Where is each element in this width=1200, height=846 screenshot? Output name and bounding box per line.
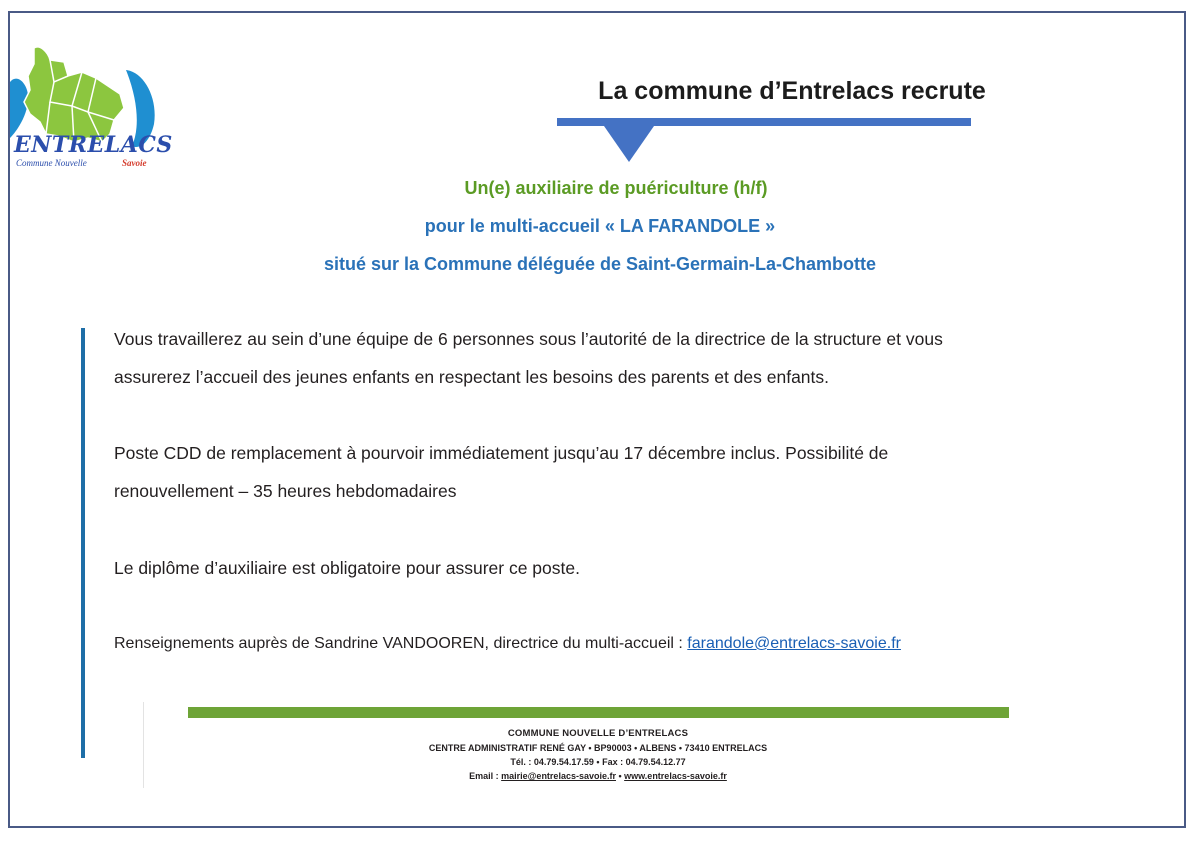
paragraph-diploma: Le diplôme d’auxiliaire est obligatoire pour assurer ce poste. (114, 558, 580, 578)
footer-website-link[interactable]: www.entrelacs-savoie.fr (624, 771, 727, 781)
page-frame (8, 11, 1186, 828)
paragraph-team-line2: assurerez l’accueil des jeunes enfants en respectant les besoins des parents et des enfants. (114, 367, 830, 387)
footer-divider (143, 702, 144, 788)
contact-text: Renseignements auprès de Sandrine VANDOOREN, directrice du multi-accueil : (114, 635, 688, 652)
footer-org: COMMUNE NOUVELLE D’ENTRELACS (507, 728, 689, 739)
title-underline-bar (557, 118, 971, 126)
footer-address: CENTRE ADMINISTRATIF RENÉ GAY • BP90003 • ALBENS • 73410 ENTRELACS (428, 743, 768, 753)
footer-email-link[interactable]: mairie@entrelacs-savoie.fr (501, 771, 616, 781)
job-position: Un(e) auxiliaire de puériculture (h/f) (464, 178, 768, 198)
footer-green-bar (188, 707, 1009, 718)
page-title: La commune d’Entrelacs recrute (598, 77, 986, 105)
contact-email-link[interactable]: farandole@entrelacs-savoie.fr (687, 635, 901, 652)
logo-name: ENTRELACS (14, 132, 173, 158)
paragraph-team-line1: Vous travaillerez au sein d’une équipe de 6 personnes sous l’autorité de la directrice de la structure et vous (114, 329, 943, 349)
title-arrow-down-icon (604, 126, 654, 162)
footer-email-label: Email : (469, 771, 502, 781)
side-rule (81, 328, 85, 758)
job-location: situé sur la Commune déléguée de Saint-Germain-La-Chambotte (323, 254, 877, 274)
paragraph-contract-line2: renouvellement – 35 heures hebdomadaires (114, 481, 457, 501)
paragraph-team (114, 320, 1114, 396)
footer-phone: Tél. : 04.79.54.17.59 • Fax : 04.79.54.12.77 (510, 757, 686, 767)
footer-separator: • (615, 771, 625, 781)
paragraph-contract-line1: Poste CDD de remplacement à pourvoir immédiatement jusqu’au 17 décembre inclus. Possibilité de (114, 443, 889, 463)
job-place: pour le multi-accueil « LA FARANDOLE » (424, 216, 776, 236)
logo-subtitle: Commune Nouvelle (16, 158, 87, 168)
footer (300, 727, 896, 783)
logo-region: Savoie (122, 158, 147, 168)
footer-contact (300, 769, 896, 783)
paragraph-contract (114, 434, 1114, 510)
paragraph-contact (114, 625, 1114, 663)
